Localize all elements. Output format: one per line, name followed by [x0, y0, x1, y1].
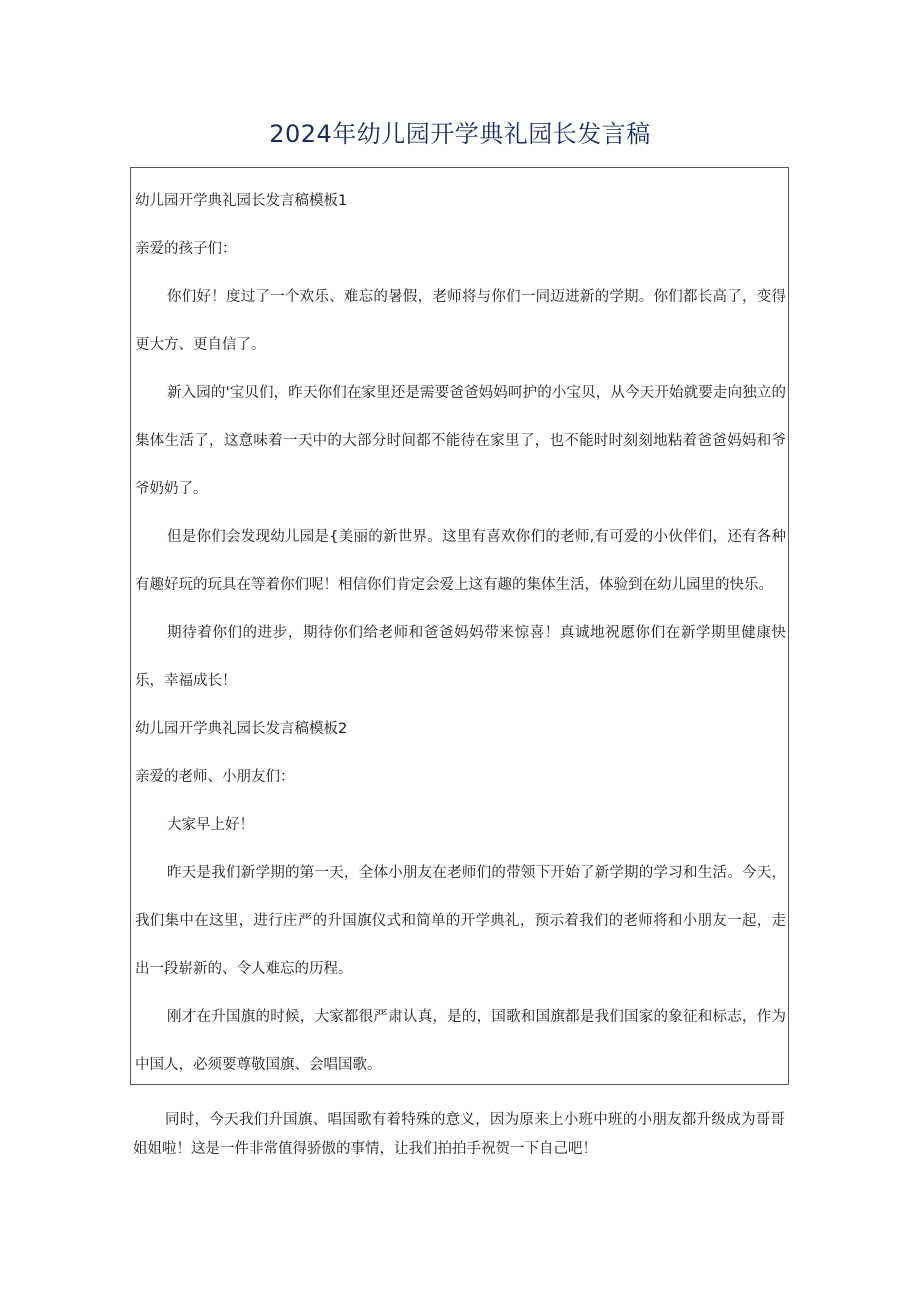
paragraph-6: 昨天是我们新学期的第一天，全体小朋友在老师们的带领下开始了新学期的学习和生活。今天，我们集中在这里，进行庄严的升国旗仪式和简单的开学典礼，预示着我们的老师将和小朋友一起，走出一段崭新的、令人难忘的历程。 [135, 865, 786, 977]
paragraph-4: 期待着你们的进步，期待你们给老师和爸爸妈妈带来惊喜！真诚地祝愿你们在新学期里健康快乐，幸福成长！ [135, 625, 786, 689]
section-heading-1: 幼儿园开学典礼园长发言稿模板1 [135, 193, 348, 209]
section-heading-2: 幼儿园开学典礼园长发言稿模板2 [135, 721, 348, 737]
outside-paragraph: 同时，今天我们升国旗、唱国歌有着特殊的意义，因为原来上小班中班的小朋友都升级成为哥哥姐姐啦！这是一件非常值得骄傲的事情，让我们拍拍手祝贺一下自己吧！ [133, 1112, 785, 1157]
paragraph-2: 新入园的'宝贝们，昨天你们在家里还是需要爸爸妈妈呵护的小宝贝，从今天开始就要走向独立的集体生活了，这意味着一天中的大部分时间都不能待在家里了，也不能时时刻刻地粘着爸爸妈妈和爷爷奶奶了。 [135, 385, 786, 497]
paragraph-5: 大家早上好！ [167, 817, 254, 833]
paragraph-1: 你们好！度过了一个欢乐、难忘的暑假，老师将与你们一同迈进新的学期。你们都长高了，变得更大方、更自信了。 [135, 289, 786, 353]
document-title: 2024年幼儿园开学典礼园长发言稿 [269, 120, 651, 148]
greeting-1: 亲爱的孩子们： [135, 241, 237, 257]
paragraph-3: 但是你们会发现幼儿园是{美丽的新世界。这里有喜欢你们的老师,有可爱的小伙伴们，还有各种有趣好玩的玩具在等着你们呢！相信你们肯定会爱上这有趣的集体生活，体验到在幼儿园里的快乐。 [135, 529, 786, 593]
content-box [130, 167, 789, 1085]
paragraph-7: 刚才在升国旗的时候，大家都很严肃认真，是的，国歌和国旗都是我们国家的象征和标志，作为中国人，必须要尊敬国旗、会唱国歌。 [135, 1009, 786, 1073]
greeting-2: 亲爱的老师、小朋友们： [135, 769, 295, 785]
